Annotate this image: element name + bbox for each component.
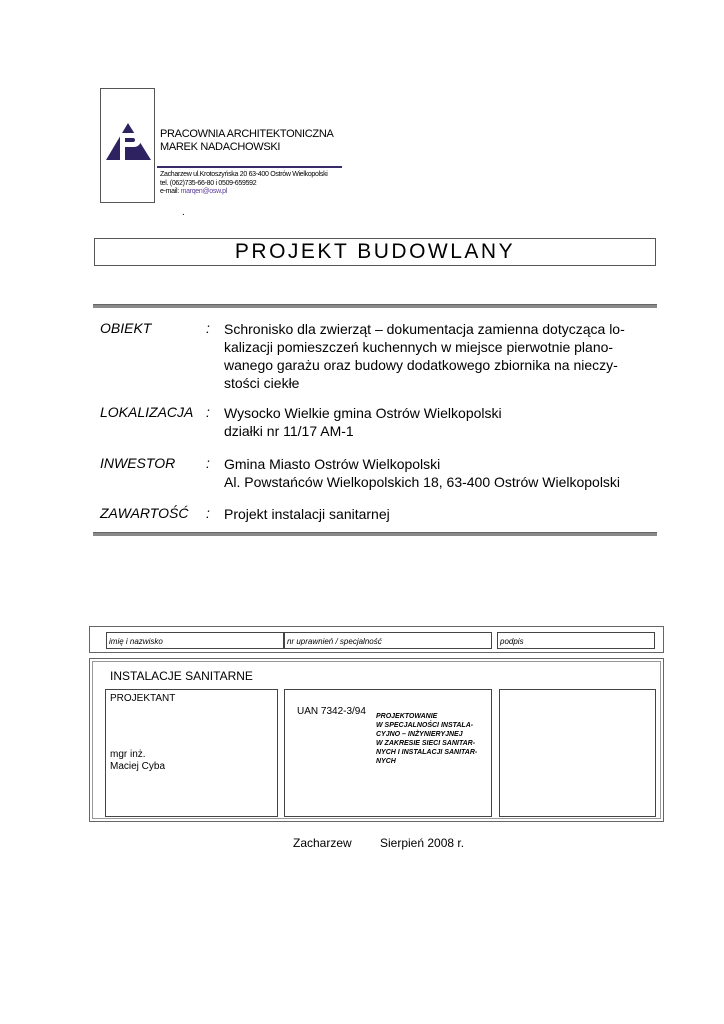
header-license-cell [284, 632, 492, 649]
firm-name [160, 128, 334, 154]
header-license: nr uprawnień / specjalność [287, 637, 382, 646]
lokalizacja-colon: : [206, 404, 210, 420]
info-bottom-rule [93, 532, 657, 536]
obiekt-label: OBIEKT [100, 320, 152, 336]
inwestor-label: INWESTOR [100, 455, 176, 471]
zawartosc-label: ZAWARTOŚĆ [100, 505, 189, 521]
zawartosc-value: Projekt instalacji sanitarnej [224, 506, 390, 522]
specialty-line: NYCH [376, 758, 396, 765]
architect-logo-icon [106, 123, 154, 161]
designer-title: mgr inż. [110, 749, 146, 760]
obiekt-line: stości ciekłe [224, 375, 300, 391]
header-signature-cell [497, 632, 655, 649]
obiekt-colon: : [206, 320, 210, 336]
lokalizacja-label: LOKALIZACJA [100, 404, 194, 420]
lokalizacja-line2: działki nr 11/17 AM-1 [224, 423, 354, 439]
header-name: imię i nazwisko [109, 637, 163, 646]
zawartosc-colon: : [206, 505, 210, 521]
specialty-line: W ZAKRESIE SIECI SANITAR- [376, 740, 476, 747]
license-number: UAN 7342-3/94 [297, 706, 366, 717]
role-label: PROJEKTANT [110, 693, 176, 704]
designer-name [110, 749, 165, 773]
firm-address: Zacharzew ul.Krotoszyńska 20 63-400 Ostrów Wielkopolski [160, 171, 328, 178]
firm-email-row [160, 188, 328, 197]
specialty-text [376, 712, 489, 766]
specialty-line: CYJNO – INŻYNIERYJNEJ [376, 731, 463, 738]
letterhead-divider [157, 166, 342, 168]
footer-date: Sierpień 2008 r. [380, 836, 465, 850]
firm-contact [160, 171, 328, 197]
obiekt-line: wanego garażu oraz budowy dodatkowego zbiornika na nieczy- [224, 357, 618, 373]
info-top-rule [93, 304, 657, 308]
email-label: e-mail: [160, 188, 179, 195]
stray-dot: . [182, 207, 185, 218]
inwestor-line2: Al. Powstańców Wielkopolskich 18, 63-400 Ostrów Wielkopolski [224, 474, 621, 490]
firm-name-line1: PRACOWNIA ARCHITEKTONICZNA [160, 128, 334, 140]
lokalizacja-value [224, 404, 651, 440]
obiekt-line: Schronisko dla zwierząt – dokumentacja zamienna dotycząca lo- [224, 321, 625, 337]
firm-name-line2: MAREK NADACHOWSKI [160, 141, 281, 153]
email-link[interactable]: marqen@osw.pl [180, 188, 227, 195]
designer-signature-box [499, 689, 656, 817]
lokalizacja-line1: Wysocko Wielkie gmina Ostrów Wielkopolski [224, 405, 502, 421]
footer-place: Zacharzew [293, 836, 352, 850]
document-title: PROJEKT BUDOWLANY [94, 238, 656, 266]
inwestor-colon: : [206, 455, 210, 471]
specialty-line: PROJEKTOWANIE [376, 713, 438, 720]
inwestor-value [224, 455, 651, 491]
header-name-cell [106, 632, 284, 649]
obiekt-value [224, 320, 651, 392]
section-title: INSTALACJE SANITARNE [110, 669, 253, 683]
header-signature: podpis [500, 637, 524, 646]
specialty-line: W SPECJALNOŚCI INSTALA- [376, 722, 474, 729]
specialty-line: NYCH I INSTALACJI SANITAR- [376, 749, 478, 756]
inwestor-line1: Gmina Miasto Ostrów Wielkopolski [224, 456, 441, 472]
obiekt-line: kalizacji pomieszczeń kuchennych w miejsce pierwotnie plano- [224, 339, 614, 355]
designer-fullname: Maciej Cyba [110, 761, 166, 772]
firm-phone: tel. (062)735-66-80 i 0509-659592 [160, 179, 257, 187]
